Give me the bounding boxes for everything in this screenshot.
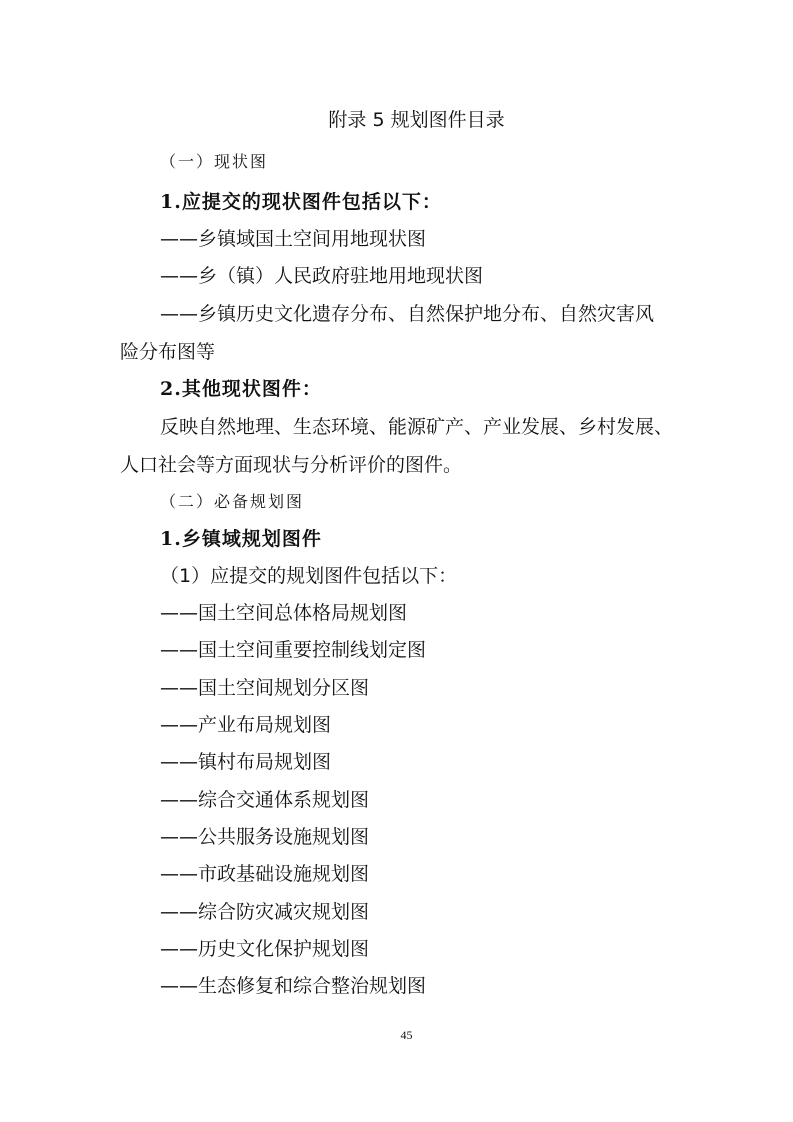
- list-item: ——乡镇历史文化遗存分布、自然保护地分布、自然灾害风: [160, 303, 655, 325]
- section2-subheading-1a: （1）应提交的规划图件包括以下：: [160, 565, 458, 587]
- list-item: ——综合防灾减灾规划图: [160, 901, 370, 923]
- list-item-continuation: 险分布图等: [120, 341, 216, 363]
- list-item: ——镇村布局规划图: [160, 751, 332, 773]
- page-title: 附录 5 规划图件目录: [328, 109, 505, 131]
- list-item: ——历史文化保护规划图: [160, 938, 370, 960]
- section1-subheading-2: 2.其他现状图件：: [160, 378, 322, 400]
- list-item: ——综合交通体系规划图: [160, 789, 370, 811]
- paragraph-line: 人口社会等方面现状与分析评价的图件。: [120, 454, 463, 476]
- section1-heading: （一）现状图: [160, 152, 269, 171]
- paragraph-line: 反映自然地理、生态环境、能源矿产、产业发展、乡村发展、: [160, 416, 674, 438]
- list-item: ——国土空间规划分区图: [160, 677, 370, 699]
- list-item: ——生态修复和综合整治规划图: [160, 975, 427, 997]
- list-item: ——公共服务设施规划图: [160, 826, 370, 848]
- list-item: ——市政基础设施规划图: [160, 863, 370, 885]
- list-item: ——国土空间重要控制线划定图: [160, 639, 427, 661]
- section1-subheading-1: 1.应提交的现状图件包括以下：: [160, 191, 442, 213]
- list-item: ——国土空间总体格局规划图: [160, 602, 408, 624]
- section2-subheading-1: 1.乡镇域规划图件: [160, 528, 322, 550]
- list-item: ——乡镇域国土空间用地现状图: [160, 228, 427, 250]
- section2-heading: （二）必备规划图: [160, 492, 305, 511]
- list-item: ——产业布局规划图: [160, 714, 332, 736]
- list-item: ——乡（镇）人民政府驻地用地现状图: [160, 265, 484, 287]
- page-number: 45: [400, 1028, 413, 1042]
